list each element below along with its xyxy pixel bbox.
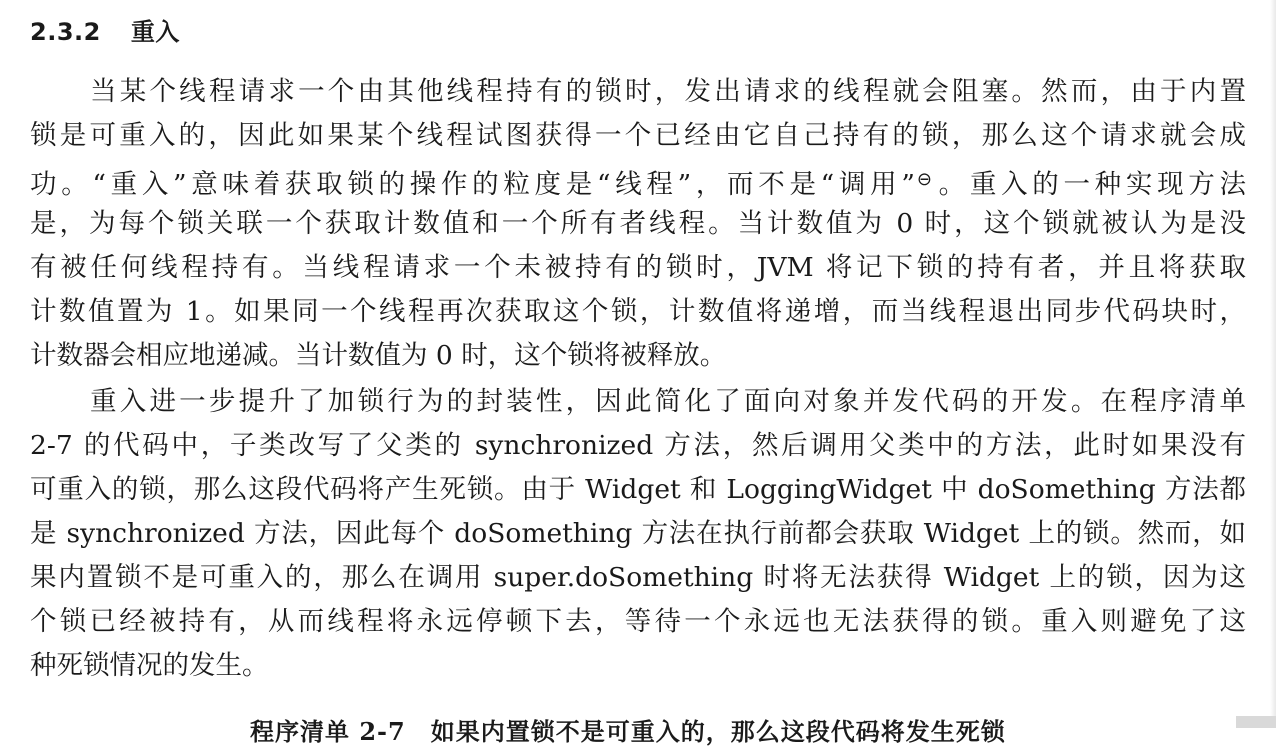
paragraph-1-line-5: 有被任何线程持有。当线程请求一个未被持有的锁时，JVM 将记下锁的持有者，并且将获取 bbox=[30, 252, 1246, 283]
paragraph-2-line-3: 可重入的锁，那么这段代码将产生死锁。由于 Widget 和 LoggingWidget 中 doSomething 方法都 bbox=[30, 474, 1246, 505]
line-text-before-footnote: 功。“重入”意味着获取锁的操作的粒度是“线程”，而不是“调用” bbox=[30, 169, 915, 200]
scan-edge-shadow bbox=[1270, 0, 1276, 728]
footnote-mark: ⊖ bbox=[916, 169, 932, 190]
line-text-after-footnote: 。重入的一种实现方法 bbox=[933, 169, 1246, 200]
scan-corner-mark bbox=[1236, 716, 1276, 728]
listing-caption-cut-off: 程序清单 2-7 如果内置锁不是可重入的，那么这段代码将发生死锁 bbox=[250, 717, 1006, 746]
section-heading bbox=[30, 12, 180, 47]
paragraph-2-line-6: 个锁已经被持有，从而线程将永远停顿下去，等待一个永远也无法获得的锁。重入则避免了这 bbox=[30, 606, 1246, 637]
paragraph-2-line-5: 果内置锁不是可重入的，那么在调用 super.doSomething 时将无法获得 Widget 上的锁，因为这 bbox=[30, 562, 1246, 593]
section-title: 重入 bbox=[130, 18, 180, 46]
paragraph-1-line-6: 计数值置为 1。如果同一个线程再次获取这个锁，计数值将递增，而当线程退出同步代码块时， bbox=[30, 296, 1246, 327]
paragraph-2-line-1: 重入进一步提升了加锁行为的封装性，因此简化了面向对象并发代码的开发。在程序清单 bbox=[90, 386, 1246, 417]
section-number: 2.3.2 bbox=[30, 18, 101, 46]
paragraph-1-line-3 bbox=[30, 158, 1246, 202]
paragraph-1-line-7: 计数器会相应地递减。当计数值为 0 时，这个锁将被释放。 bbox=[30, 340, 727, 371]
paragraph-1-line-2: 锁是可重入的，因此如果某个线程试图获得一个已经由它自己持有的锁，那么这个请求就会成 bbox=[30, 120, 1246, 151]
paragraph-1-line-1: 当某个线程请求一个由其他线程持有的锁时，发出请求的线程就会阻塞。然而，由于内置 bbox=[90, 76, 1246, 107]
paragraph-2-line-7: 种死锁情况的发生。 bbox=[30, 650, 269, 681]
paragraph-2-line-2: 2-7 的代码中，子类改写了父类的 synchronized 方法，然后调用父类中的方法，此时如果没有 bbox=[30, 430, 1246, 461]
paragraph-1-line-4: 是，为每个锁关联一个获取计数值和一个所有者线程。当计数值为 0 时，这个锁就被认为是没 bbox=[30, 208, 1246, 239]
paragraph-2-line-4: 是 synchronized 方法，因此每个 doSomething 方法在执行前都会获取 Widget 上的锁。然而，如 bbox=[30, 518, 1246, 549]
